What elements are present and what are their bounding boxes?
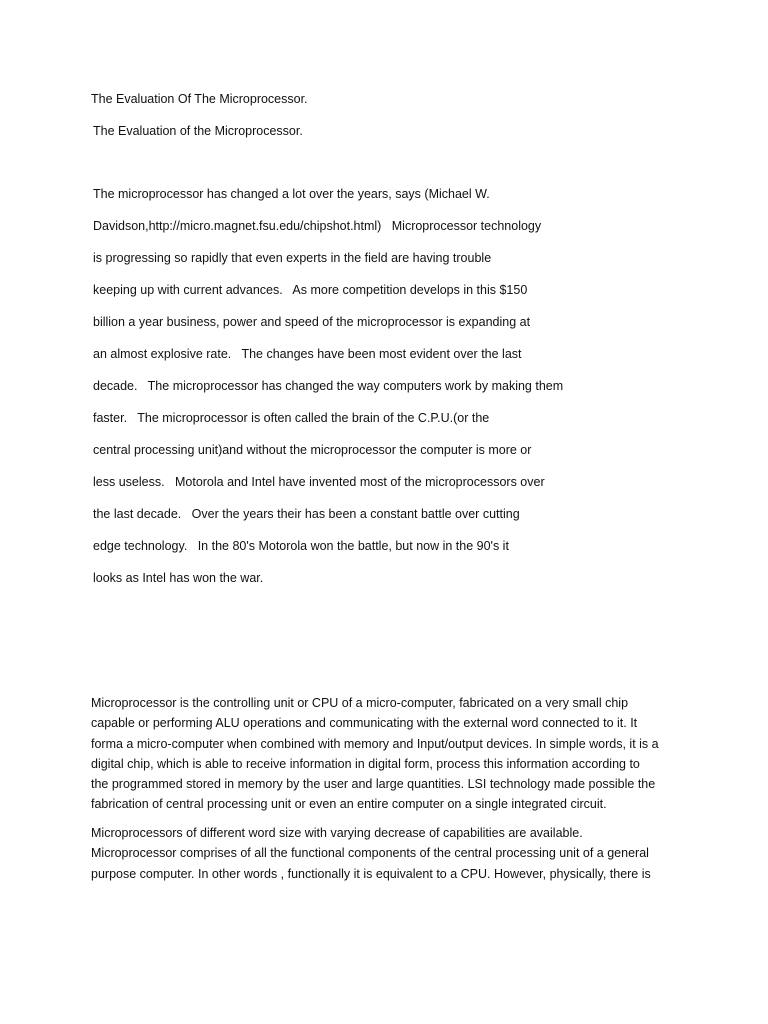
essay-line: looks as Intel has won the war. xyxy=(93,571,264,585)
essay-line: decade. The microprocessor has changed the way computers work by making them xyxy=(93,379,564,393)
paragraph-line: Microprocessors of different word size with varying decrease of capabilities are available. xyxy=(91,826,583,840)
paragraph-line: digital chip, which is able to receive information in digital form, process this information according to xyxy=(91,756,640,771)
paragraph-line: fabrication of central processing unit or even an entire computer on a single integrated circuit. xyxy=(91,797,607,812)
paragraph-line: the programmed stored in memory by the user and large quantities. LSI technology made possible the xyxy=(91,777,656,792)
essay-line: Davidson,http://micro.magnet.fsu.edu/chipshot.html) Microprocessor technology xyxy=(93,219,542,233)
essay-line: the last decade. Over the years their has been a constant battle over cutting xyxy=(93,507,520,521)
essay-line: edge technology. In the 80's Motorola won the battle, but now in the 90's it xyxy=(93,539,509,553)
paragraph-line: purpose computer. In other words , functionally it is equivalent to a CPU. However, physically, there is xyxy=(91,866,651,881)
essay-line: is progressing so rapidly that even experts in the field are having trouble xyxy=(93,251,492,265)
essay-block xyxy=(93,185,613,601)
paragraph-line: capable or performing ALU operations and communicating with the external word connected to it. It xyxy=(91,716,638,731)
word-size-paragraph xyxy=(91,824,671,885)
essay-line: billion a year business, power and speed of the microprocessor is expanding at xyxy=(93,315,531,329)
paragraph-line: forma a micro-computer when combined with memory and Input/output devices. In simple words, it is a xyxy=(91,736,659,751)
paragraph-line: Microprocessor comprises of all the functional components of the central processing unit of a general xyxy=(91,846,649,861)
document-heading-primary: The Evaluation Of The Microprocessor. xyxy=(91,92,308,106)
essay-line: The microprocessor has changed a lot over the years, says (Michael W. xyxy=(93,187,490,201)
paragraph-line: Microprocessor is the controlling unit or CPU of a micro-computer, fabricated on a very small chip xyxy=(91,696,629,710)
essay-line: central processing unit)and without the microprocessor the computer is more or xyxy=(93,443,532,457)
essay-line: less useless. Motorola and Intel have invented most of the microprocessors over xyxy=(93,475,545,489)
essay-line: faster. The microprocessor is often called the brain of the C.P.U.(or the xyxy=(93,411,490,425)
essay-line: keeping up with current advances. As more competition develops in this $150 xyxy=(93,283,528,297)
definition-paragraph xyxy=(91,694,671,816)
essay-line: an almost explosive rate. The changes have been most evident over the last xyxy=(93,347,522,361)
document-heading-secondary: The Evaluation of the Microprocessor. xyxy=(93,124,303,138)
